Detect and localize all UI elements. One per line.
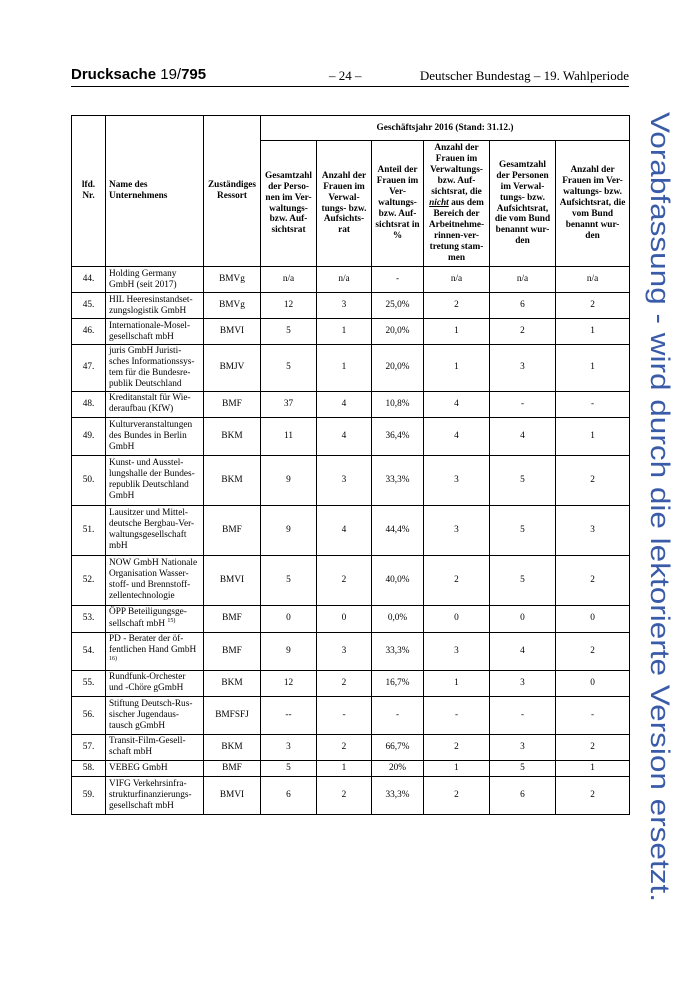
cell-c5: n/a bbox=[490, 267, 556, 293]
cell-c6: 2 bbox=[556, 293, 630, 319]
cell-c6: - bbox=[556, 391, 630, 417]
cell-company: Internationale-Mosel-gesellschaft mbH bbox=[106, 319, 204, 345]
cell-c1: 9 bbox=[261, 505, 317, 555]
watermark-text: Vorabfassung - wird durch die lektorierte Version ersetzt. bbox=[645, 112, 675, 789]
cell-c5: 3 bbox=[490, 734, 556, 760]
cell-c3: 33,3% bbox=[372, 776, 424, 814]
cell-c3: - bbox=[372, 696, 424, 734]
cell-c2: 1 bbox=[317, 319, 372, 345]
cell-c4: 2 bbox=[424, 776, 490, 814]
header-rule bbox=[71, 86, 629, 87]
cell-c5: 4 bbox=[490, 417, 556, 455]
table-row bbox=[72, 555, 630, 605]
cell-c5: 3 bbox=[490, 670, 556, 696]
cell-c3: - bbox=[372, 267, 424, 293]
cell-c1: 5 bbox=[261, 319, 317, 345]
cell-c6: 2 bbox=[556, 776, 630, 814]
cell-c5: 5 bbox=[490, 505, 556, 555]
cell-c4: 4 bbox=[424, 391, 490, 417]
cell-c4: 2 bbox=[424, 293, 490, 319]
col-header-lfd: lfd. Nr. bbox=[72, 116, 106, 267]
cell-c4: 1 bbox=[424, 760, 490, 776]
cell-company: Kreditanstalt für Wie-deraufbau (KfW) bbox=[106, 391, 204, 417]
cell-c2: 2 bbox=[317, 555, 372, 605]
cell-nr: 48. bbox=[72, 391, 106, 417]
cell-c5: 6 bbox=[490, 776, 556, 814]
cell-nr: 46. bbox=[72, 319, 106, 345]
cell-nr: 52. bbox=[72, 555, 106, 605]
cell-c3: 10,8% bbox=[372, 391, 424, 417]
cell-c5: 2 bbox=[490, 319, 556, 345]
cell-c4: 1 bbox=[424, 670, 490, 696]
cell-c4: 2 bbox=[424, 555, 490, 605]
cell-ressort: BMF bbox=[204, 505, 261, 555]
cell-c2: 3 bbox=[317, 632, 372, 670]
col-header-group: Geschäftsjahr 2016 (Stand: 31.12.) bbox=[261, 116, 630, 141]
cell-c3: 25,0% bbox=[372, 293, 424, 319]
cell-c5: 3 bbox=[490, 345, 556, 392]
table-row bbox=[72, 696, 630, 734]
page-number: – 24 – bbox=[329, 68, 362, 83]
cell-c1: 37 bbox=[261, 391, 317, 417]
cell-ressort: BKM bbox=[204, 455, 261, 505]
table-row bbox=[72, 505, 630, 555]
cell-nr: 56. bbox=[72, 696, 106, 734]
cell-ressort: BMF bbox=[204, 632, 261, 670]
table-row bbox=[72, 267, 630, 293]
cell-c5: 6 bbox=[490, 293, 556, 319]
cell-ressort: BMVg bbox=[204, 267, 261, 293]
footnote-ref: 15) bbox=[167, 618, 176, 625]
cell-c2: 2 bbox=[317, 734, 372, 760]
table-row bbox=[72, 293, 630, 319]
cell-c6: 1 bbox=[556, 345, 630, 392]
footnote-ref: 16) bbox=[109, 656, 117, 663]
cell-c4: 4 bbox=[424, 417, 490, 455]
cell-ressort: BMVg bbox=[204, 293, 261, 319]
table-row bbox=[72, 417, 630, 455]
cell-c6: 0 bbox=[556, 605, 630, 632]
cell-c1: 6 bbox=[261, 776, 317, 814]
cell-company: Transit-Film-Gesell-schaft mbH bbox=[106, 734, 204, 760]
cell-c1: 11 bbox=[261, 417, 317, 455]
cell-c1: 12 bbox=[261, 670, 317, 696]
col-header-women: Anzahl der Frauen im Verwal-tungs- bzw. Aufsichts-rat bbox=[317, 141, 372, 267]
doc-id bbox=[71, 66, 206, 83]
cell-c2: n/a bbox=[317, 267, 372, 293]
cell-company: VIFG Verkehrsinfra-strukturfinanzierungs-gesellschaft mbH bbox=[106, 776, 204, 814]
cell-c1: 5 bbox=[261, 760, 317, 776]
cell-c4: 2 bbox=[424, 734, 490, 760]
draft-watermark bbox=[641, 110, 683, 910]
cell-c6: 3 bbox=[556, 505, 630, 555]
table-row bbox=[72, 670, 630, 696]
cell-c3: 66,7% bbox=[372, 734, 424, 760]
cell-c2: 4 bbox=[317, 505, 372, 555]
cell-c6: 2 bbox=[556, 632, 630, 670]
cell-nr: 49. bbox=[72, 417, 106, 455]
cell-c2: 4 bbox=[317, 391, 372, 417]
cell-c1: 3 bbox=[261, 734, 317, 760]
cell-c6: 2 bbox=[556, 734, 630, 760]
cell-c5: 5 bbox=[490, 760, 556, 776]
cell-c5: 5 bbox=[490, 555, 556, 605]
cell-c4: 1 bbox=[424, 345, 490, 392]
cell-nr: 57. bbox=[72, 734, 106, 760]
cell-c2: 2 bbox=[317, 670, 372, 696]
cell-nr: 44. bbox=[72, 267, 106, 293]
cell-c4: - bbox=[424, 696, 490, 734]
col-header-ressort: Zuständiges Ressort bbox=[204, 116, 261, 267]
cell-ressort: BKM bbox=[204, 670, 261, 696]
cell-c2: 1 bbox=[317, 345, 372, 392]
cell-c4: 1 bbox=[424, 319, 490, 345]
cell-c5: 5 bbox=[490, 455, 556, 505]
cell-c6: 2 bbox=[556, 555, 630, 605]
cell-ressort: BMVI bbox=[204, 555, 261, 605]
cell-c2: 1 bbox=[317, 760, 372, 776]
cell-c4: 3 bbox=[424, 455, 490, 505]
cell-company: Rundfunk-Orchester und -Chöre gGmbH bbox=[106, 670, 204, 696]
data-table bbox=[71, 115, 630, 815]
table-row bbox=[72, 760, 630, 776]
cell-nr: 45. bbox=[72, 293, 106, 319]
cell-c2: - bbox=[317, 696, 372, 734]
cell-ressort: BMJV bbox=[204, 345, 261, 392]
cell-ressort: BMF bbox=[204, 605, 261, 632]
cell-nr: 59. bbox=[72, 776, 106, 814]
cell-company: Stiftung Deutsch-Rus-sischer Jugendaus-tausch gGmbH bbox=[106, 696, 204, 734]
cell-c1: 5 bbox=[261, 555, 317, 605]
cell-c1: n/a bbox=[261, 267, 317, 293]
cell-c3: 20% bbox=[372, 760, 424, 776]
cell-c1: 12 bbox=[261, 293, 317, 319]
col-header-women-non-employee: Anzahl der Frauen im Verwaltungs- bzw. Auf-sichtsrat, die nicht aus dem Bereich der Arbeitnehme-rinnen-ver-tretung stam-men bbox=[424, 141, 490, 267]
cell-ressort: BMVI bbox=[204, 319, 261, 345]
table-row bbox=[72, 391, 630, 417]
table-row bbox=[72, 632, 630, 670]
cell-c1: 5 bbox=[261, 345, 317, 392]
col-header-federal-total: Gesamtzahl der Personen im Verwal-tungs- bzw. Aufsichtsrat, die vom Bund benannt wur-den bbox=[490, 141, 556, 267]
cell-c6: 1 bbox=[556, 417, 630, 455]
cell-c5: 4 bbox=[490, 632, 556, 670]
cell-c3: 16,7% bbox=[372, 670, 424, 696]
cell-c1: -- bbox=[261, 696, 317, 734]
cell-c3: 33,3% bbox=[372, 632, 424, 670]
cell-c5: - bbox=[490, 696, 556, 734]
cell-c5: 0 bbox=[490, 605, 556, 632]
cell-ressort: BKM bbox=[204, 417, 261, 455]
cell-company: NOW GmbH Nationale Organisation Wasser-stoff- und Brennstoff-zellentechnologie bbox=[106, 555, 204, 605]
cell-nr: 58. bbox=[72, 760, 106, 776]
cell-ressort: BKM bbox=[204, 734, 261, 760]
cell-nr: 55. bbox=[72, 670, 106, 696]
cell-c6: - bbox=[556, 696, 630, 734]
cell-c3: 20,0% bbox=[372, 345, 424, 392]
cell-c4: 3 bbox=[424, 505, 490, 555]
cell-nr: 51. bbox=[72, 505, 106, 555]
table-row bbox=[72, 345, 630, 392]
cell-c3: 44,4% bbox=[372, 505, 424, 555]
doc-number-prefix: 19/ bbox=[160, 66, 182, 83]
cell-company: Kulturveranstaltungen des Bundes in Berlin GmbH bbox=[106, 417, 204, 455]
cell-c2: 3 bbox=[317, 293, 372, 319]
cell-c2: 4 bbox=[317, 417, 372, 455]
doc-number: 795 bbox=[181, 66, 207, 83]
cell-c6: 0 bbox=[556, 670, 630, 696]
col-header-federal-women: Anzahl der Frauen im Ver-waltungs- bzw. Aufsichtsrat, die vom Bund benannt wur-den bbox=[556, 141, 630, 267]
cell-nr: 53. bbox=[72, 605, 106, 632]
cell-company: Kunst- und Ausstel-lungshalle der Bundes-republik Deutschland GmbH bbox=[106, 455, 204, 505]
col-header-share: Anteil der Frauen im Ver-waltungs- bzw. Auf-sichtsrat in % bbox=[372, 141, 424, 267]
cell-c3: 40,0% bbox=[372, 555, 424, 605]
cell-company: juris GmbH Juristi-sches Informationssys-tem für die Bundesre-publik Deutschland bbox=[106, 345, 204, 392]
cell-c1: 9 bbox=[261, 632, 317, 670]
page-header bbox=[71, 63, 629, 85]
col-header-total: Gesamtzahl der Perso-nen im Ver-waltungs- bzw. Auf-sichtsrat bbox=[261, 141, 317, 267]
cell-company: VEBEG GmbH bbox=[106, 760, 204, 776]
cell-nr: 47. bbox=[72, 345, 106, 392]
cell-c6: 1 bbox=[556, 760, 630, 776]
cell-c2: 0 bbox=[317, 605, 372, 632]
cell-nr: 50. bbox=[72, 455, 106, 505]
col-header-name: Name des Unternehmens bbox=[106, 116, 204, 267]
cell-c3: 20,0% bbox=[372, 319, 424, 345]
cell-ressort: BMVI bbox=[204, 776, 261, 814]
cell-company: ÖPP Beteiligungsge-sellschaft mbH $^{15)}$ bbox=[106, 605, 204, 632]
cell-c5: - bbox=[490, 391, 556, 417]
cell-c4: 3 bbox=[424, 632, 490, 670]
cell-ressort: BMFSFJ bbox=[204, 696, 261, 734]
cell-c3: 0,0% bbox=[372, 605, 424, 632]
cell-company: HIL Heeresinstandset-zungslogistik GmbH bbox=[106, 293, 204, 319]
table-row bbox=[72, 776, 630, 814]
cell-c3: 36,4% bbox=[372, 417, 424, 455]
cell-company: Holding Germany GmbH (seit 2017) bbox=[106, 267, 204, 293]
table-row bbox=[72, 455, 630, 505]
cell-c2: 2 bbox=[317, 776, 372, 814]
cell-c4: n/a bbox=[424, 267, 490, 293]
cell-c6: 2 bbox=[556, 455, 630, 505]
cell-c2: 3 bbox=[317, 455, 372, 505]
table-row bbox=[72, 319, 630, 345]
table-row bbox=[72, 605, 630, 632]
cell-ressort: BMF bbox=[204, 391, 261, 417]
cell-c4: 0 bbox=[424, 605, 490, 632]
table-row bbox=[72, 734, 630, 760]
cell-c6: n/a bbox=[556, 267, 630, 293]
cell-c6: 1 bbox=[556, 319, 630, 345]
cell-company: PD - Berater der öf-fentlichen Hand GmbH $^{16)}$ bbox=[106, 632, 204, 670]
cell-company: Lausitzer und Mittel-deutsche Bergbau-Ver-waltungsgesellschaft mbH bbox=[106, 505, 204, 555]
cell-ressort: BMF bbox=[204, 760, 261, 776]
cell-nr: 54. bbox=[72, 632, 106, 670]
cell-c1: 9 bbox=[261, 455, 317, 505]
cell-c3: 33,3% bbox=[372, 455, 424, 505]
cell-c1: 0 bbox=[261, 605, 317, 632]
publisher: Deutscher Bundestag – 19. Wahlperiode bbox=[419, 68, 629, 83]
doc-label: Drucksache bbox=[71, 66, 157, 83]
